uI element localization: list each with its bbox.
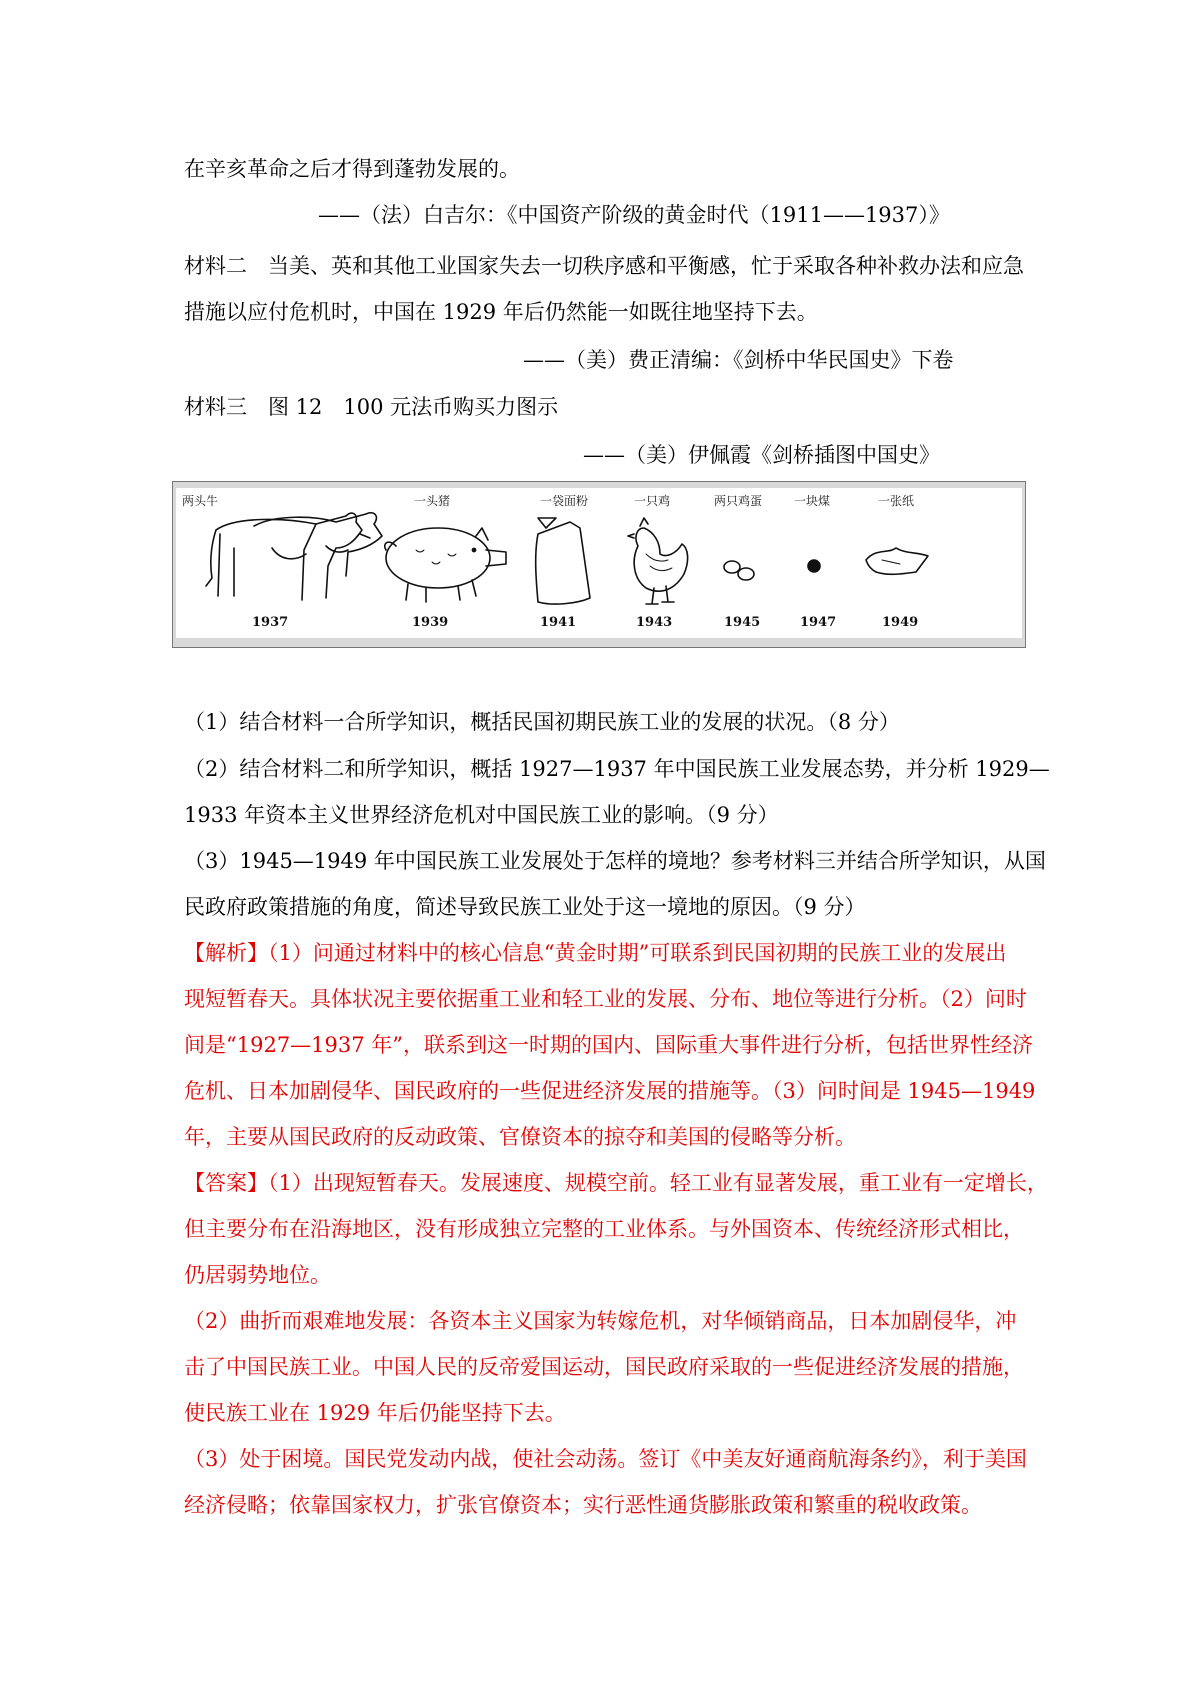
answer-line-1 <box>184 1168 1048 1198</box>
answer-line-6: 使民族工业在 1929 年后仍能坚持下去。 <box>184 1401 566 1425</box>
answer-line-7: （3）处于困境。国民党发动内战，使社会动荡。签订《中美友好通商航海条约》，利于美国 <box>184 1447 1027 1471</box>
analysis-line-2: 现短暂春天。具体状况主要依据重工业和轻工业的发展、分布、地位等进行分析。（2）问时 <box>184 987 1027 1011</box>
analysis-text-1: （1）问通过材料中的核心信息“黄金时期”可联系到民国初期的民族工业的发展出 <box>268 941 1007 965</box>
source-bergere: ——（法）白吉尔：《中国资产阶级的黄金时代（1911——1937）》 <box>318 203 950 227</box>
material-three-caption: 材料三 图 12 100 元法币购买力图示 <box>184 395 559 419</box>
question-2-line-1: （2）结合材料二和所学知识，概括 1927—1937 年中国民族工业发展态势，并分析 1929— <box>184 757 1050 781</box>
question-2-line-2: 1933 年资本主义世界经济危机对中国民族工业的影响。（9 分） <box>184 803 779 827</box>
answer-line-4: （2）曲折而艰难地发展：各资本主义国家为转嫁危机，对华倾销商品，日本加剧侵华，冲 <box>184 1309 1017 1333</box>
two-cows-icon <box>206 513 382 600</box>
two-eggs-icon <box>724 561 754 580</box>
figure-strip <box>176 488 1022 638</box>
item-label-cows: 两头牛 <box>182 494 219 508</box>
year-1949: 1949 <box>882 615 919 630</box>
analysis-line-3: 间是“1927—1937 年”，联系到这一时期的国内、国际重大事件进行分析，包括世界性经济 <box>184 1033 1034 1057</box>
year-1943: 1943 <box>636 615 673 630</box>
question-3-line-2: 民政府政策措施的角度，简述导致民族工业处于这一境地的原因。（9 分） <box>184 895 866 919</box>
answer-line-2: 但主要分布在沿海地区，没有形成独立完整的工业体系。与外国资本、传统经济形式相比， <box>184 1217 1024 1241</box>
purchasing-power-figure <box>172 481 1026 648</box>
item-label-coal: 一块煤 <box>794 494 831 508</box>
year-1945: 1945 <box>724 615 761 630</box>
year-1937: 1937 <box>252 615 289 630</box>
question-1: （1）结合材料一合所学知识，概括民国初期民族工业的发展的状况。（8 分） <box>184 710 900 734</box>
analysis-line-1 <box>184 938 1006 968</box>
item-label-eggs: 两只鸡蛋 <box>714 494 763 508</box>
analysis-tag: 【解析】 <box>184 941 268 965</box>
answer-line-5: 击了中国民族工业。中国人民的反帝爱国运动，国民政府采取的一些促进经济发展的措施， <box>184 1355 1024 1379</box>
year-1941: 1941 <box>540 615 577 630</box>
item-label-flour: 一袋面粉 <box>540 494 589 508</box>
question-3-line-1: （3）1945—1949 年中国民族工业发展处于怎样的境地？参考材料三并结合所学知识，从国 <box>184 849 1046 873</box>
material-two-line-2: 措施以应付危机时，中国在 1929 年后仍然能一如既往地坚持下去。 <box>184 300 818 324</box>
source-ebrey: ——（美）伊佩霞《剑桥插图中国史》 <box>583 443 940 467</box>
pig-icon <box>385 528 506 602</box>
year-1939: 1939 <box>412 615 449 630</box>
analysis-line-5: 年，主要从国民政府的反动政策、官僚资本的掠夺和美国的侵略等分析。 <box>184 1125 856 1149</box>
answer-line-8: 经济侵略；依靠国家权力，扩张官僚资本；实行恶性通货膨胀政策和繁重的税收政策。 <box>184 1493 982 1517</box>
coal-icon <box>808 560 820 572</box>
answer-text-1: （1）出现短暂春天。发展速度、规模空前。轻工业有显著发展，重工业有一定增长， <box>268 1171 1048 1195</box>
year-1947: 1947 <box>800 615 837 630</box>
item-label-paper: 一张纸 <box>878 494 915 508</box>
material-two-line-1: 材料二 当美、英和其他工业国家失去一切秩序感和平衡感，忙于采取各种补救办法和应急 <box>184 254 1024 278</box>
item-label-chicken: 一只鸡 <box>634 494 671 508</box>
paper-icon <box>866 548 928 574</box>
answer-tag: 【答案】 <box>184 1171 268 1195</box>
source-fairbank: ——（美）费正清编：《剑桥中华民国史》下卷 <box>523 348 954 372</box>
flour-bag-icon <box>536 518 590 604</box>
chicken-icon <box>628 518 688 604</box>
material-one-tail: 在辛亥革命之后才得到蓬勃发展的。 <box>184 157 520 181</box>
analysis-line-4: 危机、日本加剧侵华、国民政府的一些促进经济发展的措施等。（3）问时间是 1945—1949 <box>184 1079 1036 1103</box>
answer-line-3: 仍居弱势地位。 <box>184 1263 331 1287</box>
item-label-pig: 一头猪 <box>414 494 451 508</box>
